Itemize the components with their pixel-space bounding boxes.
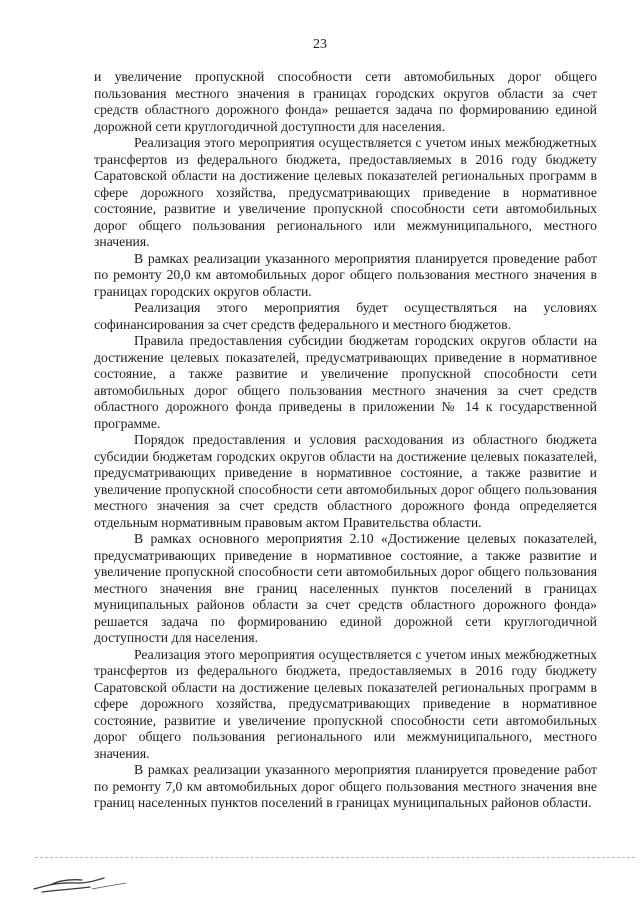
document-body xyxy=(94,69,597,812)
paragraph-3: В рамках реализации указанного мероприятия планируется проведение работ по ремонту 20,0 км автомобильных дорог общего пользования местного значения в границах городских округов области. xyxy=(94,250,597,299)
paragraph-2: Реализация этого мероприятия осуществляется с учетом иных межбюджетных трансфертов из федерального бюджета, предоставляемых в 2016 году бюджету Саратовской области на достижение целевых показателей региональных программ в сфере дорожного хозяйства, предусматривающих приведение в нормативное состояние, развитие и увеличение пропускной способности сети автомобильных дорог общего пользования регионального или межмуниципального, местного значения. xyxy=(94,135,597,249)
page-number: 23 xyxy=(313,37,327,52)
paragraph-8: Реализация этого мероприятия осуществляется с учетом иных межбюджетных трансфертов из федерального бюджета, предоставляемых в 2016 году бюджету Саратовской области на достижение целевых показателей региональных программ в сфере дорожного хозяйства, предусматривающих приведение в нормативное состояние, развитие и увеличение пропускной способности сети автомобильных дорог общего пользования регионального или межмуниципального, местного значения. xyxy=(94,646,597,761)
paragraph-7: В рамках основного мероприятия 2.10 «Достижение целевых показателей, предусматривающих приведение в нормативное состояние, а также развитие и увеличение пропускной способности сети автомобильных дорог общего пользования местного значения вне границ населенных пунктов поселений в границах муниципальных районов области за счет средств областного дорожного фонда» решается задача по формированию единой дорожной сети круглогодичной доступности для населения. xyxy=(94,531,597,645)
paragraph-5: Правила предоставления субсидии бюджетам городских округов области на достижение целевых показателей, предусматривающих приведение в нормативное состояние, а также развитие и увеличение пропускной способности сети автомобильных дорог общего пользования местного значения за счет средств областного дорожного фонда приведены в приложении № 14 к государственной программе. xyxy=(94,333,597,431)
signature-mark xyxy=(30,868,130,898)
paragraph-6: Порядок предоставления и условия расходования из областного бюджета субсидии бюджетам городских округов области на достижение целевых показателей, предусматривающих приведение в нормативное состояние, а также развитие и увеличение пропускной способности сети автомобильных дорог общего пользования местного значения за счет средств областного дорожного фонда определяется отдельным нормативным правовым актом Правительства области. xyxy=(94,432,597,530)
paragraph-9: В рамках реализации указанного мероприятия планируется проведение работ по ремонту 7,0 км автомобильных дорог общего пользования местного значения вне границ населенных пунктов поселений в границах муниципальных районов области. xyxy=(94,762,597,810)
footer-divider xyxy=(35,857,635,858)
paragraph-1: и увеличение пропускной способности сети автомобильных дорог общего пользования местного значения в границах городских округов области за счет средств областного дорожного фонда» решается задача по формированию единой дорожной сети круглогодичной доступности для населения. xyxy=(94,69,597,134)
paragraph-4: Реализация этого мероприятия будет осуществляться на условиях софинансирования за счет средств федерального и местного бюджетов. xyxy=(94,300,597,332)
